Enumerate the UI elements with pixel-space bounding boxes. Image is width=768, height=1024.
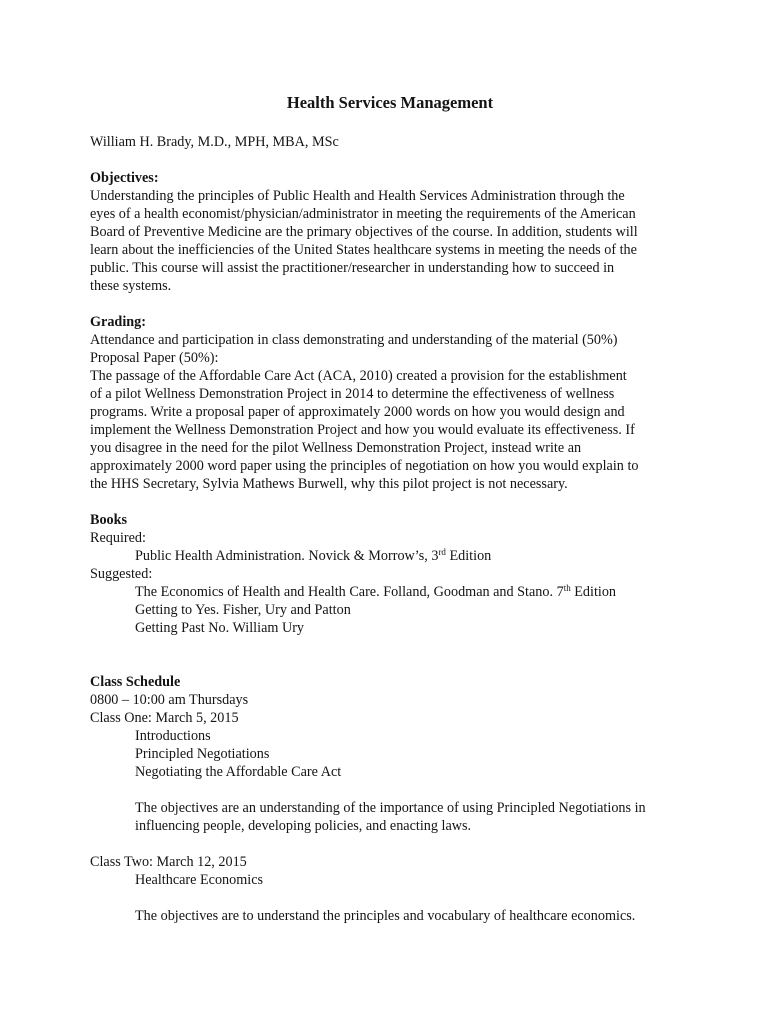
edition-ordinal: th — [563, 583, 571, 593]
class-topic: Introductions — [135, 728, 211, 744]
grading-line: implement the Wellness Demonstration Project and how you would evaluate its effectiveness. If — [90, 422, 635, 438]
class-objective-line: The objectives are an understanding of the importance of using Principled Negotiations in — [135, 800, 646, 816]
suggested-book-title: The Economics of Health and Health Care. Folland, Goodman and Stano. 7 — [135, 584, 564, 600]
class-topic: Principled Negotiations — [135, 746, 270, 762]
schedule-heading: Class Schedule — [90, 674, 181, 690]
objectives-heading: Objectives: — [90, 170, 159, 186]
edition-ordinal: rd — [438, 547, 446, 557]
objectives-line: public. This course will assist the practitioner/researcher in understanding how to succeed in — [90, 260, 615, 276]
document-title: Health Services Management — [286, 93, 494, 112]
required-book-edition: Edition — [445, 548, 492, 564]
objectives-line: these systems. — [90, 278, 172, 294]
grading-heading: Grading: — [90, 314, 146, 330]
suggested-book — [90, 583, 690, 601]
grading-line: approximately 2000 word paper using the principles of negotiation on how you would explain to — [90, 458, 639, 474]
author-line: William H. Brady, M.D., MPH, MBA, MSc — [90, 134, 339, 150]
suggested-book: Getting Past No. William Ury — [135, 620, 305, 636]
class-topic: Negotiating the Affordable Care Act — [135, 764, 342, 780]
books-heading: Books — [90, 512, 128, 528]
schedule-time: 0800 – 10:00 am Thursdays — [90, 692, 249, 708]
suggested-book-edition: Edition — [570, 584, 617, 600]
grading-proposal: Proposal Paper (50%): — [90, 350, 219, 366]
document-page — [90, 92, 690, 925]
grading-line: you disagree in the need for the pilot Wellness Demonstration Project, instead write an — [90, 440, 582, 456]
objectives-line: eyes of a health economist/physician/administrator in meeting the requirements of the American — [90, 206, 636, 222]
grading-line: programs. Write a proposal paper of approximately 2000 words on how you would design and — [90, 404, 625, 420]
objectives-line: Understanding the principles of Public Health and Health Services Administration through the — [90, 188, 625, 204]
required-book-title: Public Health Administration. Novick & Morrow’s, 3 — [135, 548, 439, 564]
grading-line: the HHS Secretary, Sylvia Mathews Burwell, why this pilot project is not necessary. — [90, 476, 568, 492]
class-topic: Healthcare Economics — [135, 872, 264, 888]
required-book — [90, 547, 690, 565]
grading-line: of a pilot Wellness Demonstration Project in 2014 to determine the effectiveness of wellness — [90, 386, 615, 402]
books-suggested-label: Suggested: — [90, 566, 153, 582]
grading-line: The passage of the Affordable Care Act (ACA, 2010) created a provision for the establishment — [90, 368, 627, 384]
books-required-label: Required: — [90, 530, 146, 546]
class-one-label: Class One: March 5, 2015 — [90, 710, 239, 726]
objectives-line: Board of Preventive Medicine are the primary objectives of the course. In addition, students will — [90, 224, 638, 240]
suggested-book: Getting to Yes. Fisher, Ury and Patton — [135, 602, 351, 618]
objectives-line: learn about the inefficiencies of the United States healthcare systems in meeting the needs of the — [90, 242, 637, 258]
class-objective-line: influencing people, developing policies, and enacting laws. — [135, 818, 472, 834]
grading-attendance: Attendance and participation in class demonstrating and understanding of the material (50%) — [90, 332, 618, 348]
class-two-label: Class Two: March 12, 2015 — [90, 854, 247, 870]
class-objective-line: The objectives are to understand the principles and vocabulary of healthcare economics. — [135, 908, 636, 924]
